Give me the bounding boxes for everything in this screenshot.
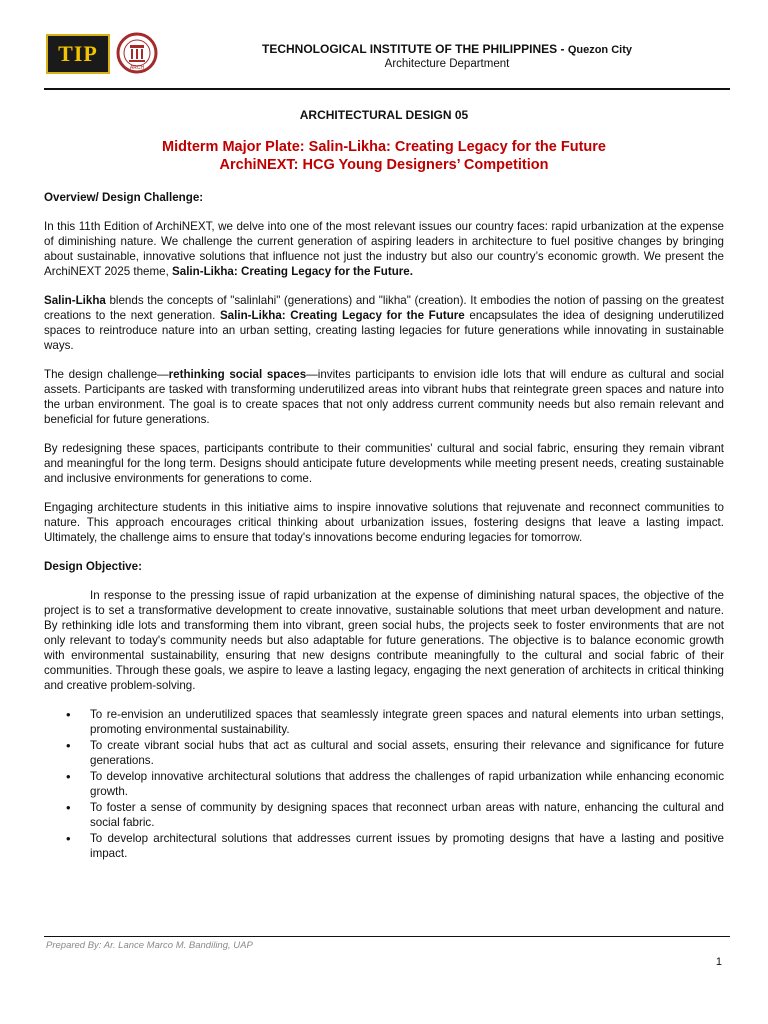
overview-paragraph-4: By redesigning these spaces, participants contribute to their communities' cultural and social fabric, ensuring they remain vibrant and meaningful for the long term. Designs should anticipate future developments while meeting present needs, creating sustainable and inclusive environments for generations to come. — [44, 442, 724, 485]
document-header — [44, 28, 730, 90]
objective-heading: Design Objective: — [44, 560, 142, 573]
overview-paragraph-3: The design challenge—rethinking social spaces—invites participants to envision idle lots that will endure as cultural and social assets. Participants are tasked with transforming underutilized areas into vibrant hubs that reintegrate green spaces and nature into the urban environment. The goal is to create spaces that not only address current community needs but also remain relevant and beneficial for future generations. — [44, 368, 724, 426]
list-item: • To develop innovative architectural solutions that address the challenges of rapid urbanization while enhancing economic growth. — [44, 769, 724, 799]
overview-paragraph-2: Salin-Likha blends the concepts of "salinlahi" (generations) and "likha" (creation). It embodies the notion of passing on the greatest creations to the next generation. Salin-Likha: Creating Legacy for the Future encapsulates the idea of designing underutilized spaces to reintroduce nature into an urban setting, creating lasting legacies for future generations while innovating in sustainable ways. — [44, 294, 724, 352]
svg-text:ARCH: ARCH — [129, 65, 145, 71]
prepared-by: Prepared By: Ar. Lance Marco M. Bandiling, UAP — [46, 940, 253, 951]
document-body — [44, 190, 724, 862]
overview-paragraph-1: In this 11th Edition of ArchiNEXT, we delve into one of the most relevant issues our country faces: rapid urbanization at the expense of diminishing nature. We challenge the current generation of aspiring leaders in architecture to fuel positive changes by bringing about sustainable, innovative solutions that influence not just the industry but also our country’s economic growth. We present the ArchiNEXT 2025 theme, Salin-Likha: Creating Legacy for the Future. — [44, 220, 724, 278]
header-divider — [44, 88, 730, 90]
list-item: • To re-envision an underutilized spaces that seamlessly integrate green spaces and natural elements into urban settings, promoting environmental sustainability. — [44, 707, 724, 737]
overview-paragraph-5: Engaging architecture students in this initiative aims to inspire innovative solutions that rejuvenate and reconnect communities to nature. This approach encourages critical thinking about urbanization issues, fostering designs that leave a lasting impact. Ultimately, the challenge aims to ensure that today's innovations become enduring legacies for tomorrow. — [44, 501, 724, 544]
page-number: 1 — [715, 956, 722, 968]
competition-title: ArchiNEXT: HCG Young Designers’ Competition — [219, 157, 549, 173]
objective-paragraph: In response to the pressing issue of rapid urbanization at the expense of diminishing natural spaces, the objective of the project is to set a transformative development to create innovative, sustainable solutions that meet urban development and nature. By rethinking idle lots and transforming them into vibrant, green social hubs, the projects seek to foster environments that are not only relevant to today's community needs but also adaptable for future generations. The objective is to balance economic growth with environmental sustainability, ensuring that new designs contribute meaningfully to the cultural and social fabric of their communities. Through these goals, we aspire to leave a lasting legacy, engaging the next generation of architects in critical thinking and creative problem-solving. — [44, 589, 724, 692]
tip-logo-text: TIP — [58, 41, 98, 66]
course-title: ARCHITECTURAL DESIGN 05 — [299, 108, 469, 122]
institute-name: TECHNOLOGICAL INSTITUTE OF THE PHILIPPINES - Quezon City — [262, 42, 632, 56]
list-item: • To foster a sense of community by designing spaces that reconnect urban areas with nature, enhancing the cultural and social fabric. — [44, 800, 724, 830]
plate-title: Midterm Major Plate: Salin-Likha: Creating Legacy for the Future — [162, 139, 606, 155]
department-name: Architecture Department — [384, 58, 510, 70]
campus-city: Quezon City — [567, 44, 632, 56]
objectives-list — [44, 707, 724, 861]
list-item: • To develop architectural solutions that addresses current issues by promoting designs that have a lasting and positive impact. — [44, 831, 724, 861]
footer-divider — [44, 936, 730, 937]
list-item: • To create vibrant social hubs that act as cultural and social assets, ensuring their relevance and significance for future generations. — [44, 738, 724, 768]
overview-heading: Overview/ Design Challenge: — [44, 191, 204, 204]
